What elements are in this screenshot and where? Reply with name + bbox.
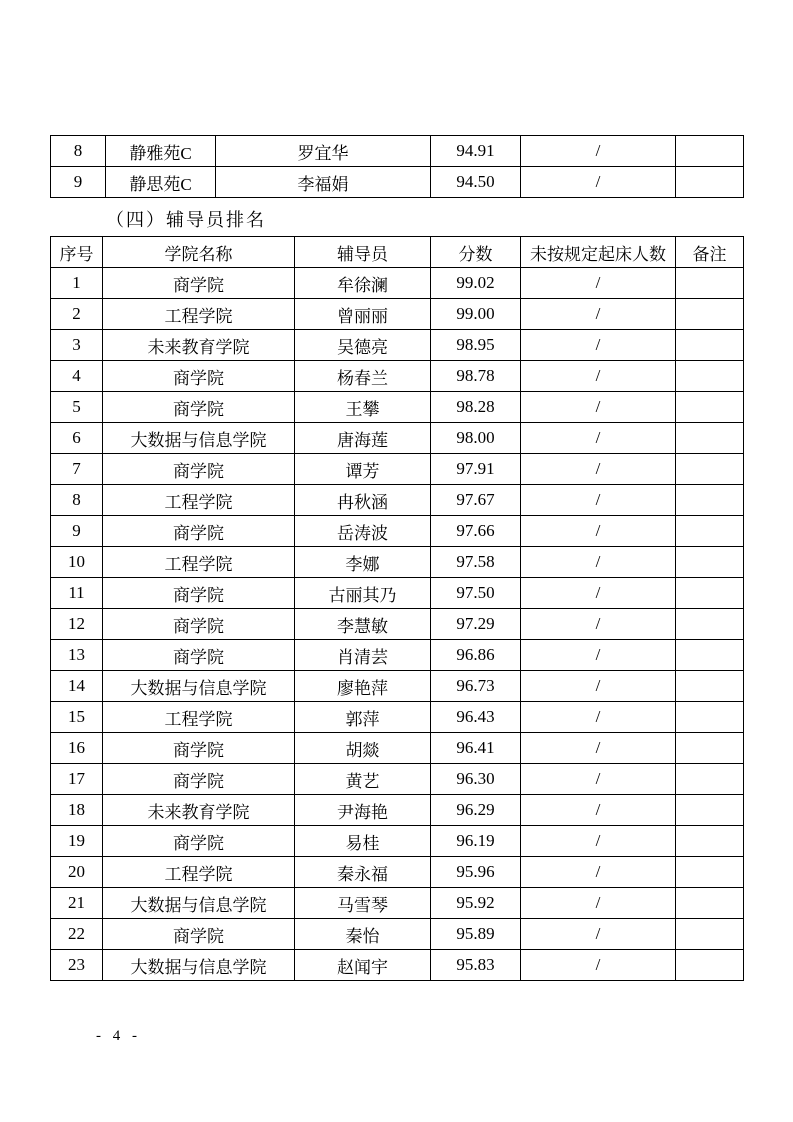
table-row bbox=[51, 857, 744, 888]
cell-note bbox=[676, 671, 744, 702]
cell-counselor: 冉秋涵 bbox=[295, 485, 431, 516]
table-row bbox=[51, 485, 744, 516]
cell-counselor: 古丽其乃 bbox=[295, 578, 431, 609]
header-note: 备注 bbox=[676, 237, 744, 268]
cell-count: / bbox=[521, 330, 676, 361]
cell-count: / bbox=[521, 361, 676, 392]
cell-person: 李福娟 bbox=[216, 167, 431, 198]
cell-count: / bbox=[521, 268, 676, 299]
table-row bbox=[51, 167, 744, 198]
cell-counselor: 尹海艳 bbox=[295, 795, 431, 826]
cell-score: 98.28 bbox=[431, 392, 521, 423]
cell-index: 8 bbox=[51, 136, 106, 167]
cell-college: 大数据与信息学院 bbox=[103, 950, 295, 981]
cell-score: 97.66 bbox=[431, 516, 521, 547]
cell-index: 5 bbox=[51, 392, 103, 423]
cell-note bbox=[676, 733, 744, 764]
table-row bbox=[51, 516, 744, 547]
cell-index: 4 bbox=[51, 361, 103, 392]
table-row bbox=[51, 299, 744, 330]
cell-note bbox=[676, 516, 744, 547]
cell-score: 96.29 bbox=[431, 795, 521, 826]
cell-score: 97.58 bbox=[431, 547, 521, 578]
cell-college: 商学院 bbox=[103, 361, 295, 392]
cell-count: / bbox=[521, 167, 676, 198]
cell-score: 96.43 bbox=[431, 702, 521, 733]
cell-count: / bbox=[521, 888, 676, 919]
main-table-body bbox=[51, 268, 744, 981]
cell-counselor: 易桂 bbox=[295, 826, 431, 857]
cell-counselor: 马雪琴 bbox=[295, 888, 431, 919]
counselor-ranking-table bbox=[50, 236, 744, 981]
cell-index: 6 bbox=[51, 423, 103, 454]
cell-count: / bbox=[521, 299, 676, 330]
cell-score: 96.19 bbox=[431, 826, 521, 857]
cell-score: 98.95 bbox=[431, 330, 521, 361]
table-header-row bbox=[51, 237, 744, 268]
cell-college: 商学院 bbox=[103, 516, 295, 547]
cell-college: 商学院 bbox=[103, 764, 295, 795]
table-row bbox=[51, 330, 744, 361]
cell-score: 95.96 bbox=[431, 857, 521, 888]
cell-score: 94.50 bbox=[431, 167, 521, 198]
table-row bbox=[51, 950, 744, 981]
cell-score: 98.00 bbox=[431, 423, 521, 454]
table-row bbox=[51, 136, 744, 167]
cell-note bbox=[676, 795, 744, 826]
cell-count: / bbox=[521, 950, 676, 981]
cell-counselor: 唐海莲 bbox=[295, 423, 431, 454]
cell-count: / bbox=[521, 485, 676, 516]
table-row bbox=[51, 733, 744, 764]
cell-note bbox=[676, 547, 744, 578]
cell-counselor: 李娜 bbox=[295, 547, 431, 578]
cell-note bbox=[676, 919, 744, 950]
cell-score: 98.78 bbox=[431, 361, 521, 392]
cell-index: 7 bbox=[51, 454, 103, 485]
cell-college: 未来教育学院 bbox=[103, 330, 295, 361]
cell-score: 96.86 bbox=[431, 640, 521, 671]
cell-note bbox=[676, 392, 744, 423]
cell-index: 19 bbox=[51, 826, 103, 857]
table-row bbox=[51, 640, 744, 671]
cell-counselor: 赵闻宇 bbox=[295, 950, 431, 981]
cell-college: 大数据与信息学院 bbox=[103, 888, 295, 919]
cell-college: 大数据与信息学院 bbox=[103, 423, 295, 454]
cell-score: 97.50 bbox=[431, 578, 521, 609]
cell-note bbox=[676, 330, 744, 361]
cell-counselor: 牟徐澜 bbox=[295, 268, 431, 299]
table-row bbox=[51, 888, 744, 919]
cell-index: 11 bbox=[51, 578, 103, 609]
cell-score: 99.02 bbox=[431, 268, 521, 299]
cell-index: 13 bbox=[51, 640, 103, 671]
cell-college: 商学院 bbox=[103, 454, 295, 485]
cell-index: 9 bbox=[51, 516, 103, 547]
table-row bbox=[51, 454, 744, 485]
table-row bbox=[51, 702, 744, 733]
section-heading: （四）辅导员排名 bbox=[106, 210, 266, 230]
cell-count: / bbox=[521, 919, 676, 950]
cell-note bbox=[676, 268, 744, 299]
cell-college: 未来教育学院 bbox=[103, 795, 295, 826]
cell-index: 21 bbox=[51, 888, 103, 919]
page-number: - 4 - bbox=[96, 1028, 141, 1044]
cell-college: 商学院 bbox=[103, 392, 295, 423]
cell-counselor: 黄艺 bbox=[295, 764, 431, 795]
cell-score: 97.29 bbox=[431, 609, 521, 640]
cell-note bbox=[676, 299, 744, 330]
cell-person: 罗宜华 bbox=[216, 136, 431, 167]
cell-index: 10 bbox=[51, 547, 103, 578]
cell-counselor: 谭芳 bbox=[295, 454, 431, 485]
cell-counselor: 杨春兰 bbox=[295, 361, 431, 392]
cell-note bbox=[676, 485, 744, 516]
header-college: 学院名称 bbox=[103, 237, 295, 268]
cell-note bbox=[676, 454, 744, 485]
table-row bbox=[51, 423, 744, 454]
cell-index: 17 bbox=[51, 764, 103, 795]
cell-count: / bbox=[521, 640, 676, 671]
cell-counselor: 吴德亮 bbox=[295, 330, 431, 361]
cell-score: 94.91 bbox=[431, 136, 521, 167]
cell-note bbox=[676, 826, 744, 857]
cell-count: / bbox=[521, 671, 676, 702]
cell-index: 9 bbox=[51, 167, 106, 198]
cell-index: 18 bbox=[51, 795, 103, 826]
cell-name: 静思苑C bbox=[106, 167, 216, 198]
cell-counselor: 秦怡 bbox=[295, 919, 431, 950]
cell-note bbox=[676, 167, 744, 198]
cell-count: / bbox=[521, 764, 676, 795]
cell-college: 工程学院 bbox=[103, 857, 295, 888]
cell-index: 22 bbox=[51, 919, 103, 950]
header-count: 未按规定起床人数 bbox=[521, 237, 676, 268]
cell-college: 工程学院 bbox=[103, 485, 295, 516]
cell-note bbox=[676, 423, 744, 454]
cell-index: 2 bbox=[51, 299, 103, 330]
cell-index: 15 bbox=[51, 702, 103, 733]
cell-college: 工程学院 bbox=[103, 702, 295, 733]
cell-counselor: 肖清芸 bbox=[295, 640, 431, 671]
table-row bbox=[51, 268, 744, 299]
cell-count: / bbox=[521, 516, 676, 547]
cell-note bbox=[676, 136, 744, 167]
cell-note bbox=[676, 702, 744, 733]
table-row bbox=[51, 671, 744, 702]
cell-note bbox=[676, 888, 744, 919]
header-counselor: 辅导员 bbox=[295, 237, 431, 268]
cell-score: 96.30 bbox=[431, 764, 521, 795]
cell-index: 14 bbox=[51, 671, 103, 702]
table-row bbox=[51, 826, 744, 857]
cell-index: 3 bbox=[51, 330, 103, 361]
header-index: 序号 bbox=[51, 237, 103, 268]
cell-college: 商学院 bbox=[103, 640, 295, 671]
cell-college: 商学院 bbox=[103, 826, 295, 857]
cell-count: / bbox=[521, 547, 676, 578]
cell-index: 20 bbox=[51, 857, 103, 888]
cell-note bbox=[676, 578, 744, 609]
cell-counselor: 秦永福 bbox=[295, 857, 431, 888]
cell-count: / bbox=[521, 423, 676, 454]
cell-college: 商学院 bbox=[103, 609, 295, 640]
cell-count: / bbox=[521, 578, 676, 609]
cell-note bbox=[676, 950, 744, 981]
cell-college: 商学院 bbox=[103, 919, 295, 950]
cell-name: 静雅苑C bbox=[106, 136, 216, 167]
cell-count: / bbox=[521, 857, 676, 888]
cell-counselor: 曾丽丽 bbox=[295, 299, 431, 330]
cell-college: 工程学院 bbox=[103, 299, 295, 330]
cell-count: / bbox=[521, 136, 676, 167]
cell-note bbox=[676, 609, 744, 640]
cell-note bbox=[676, 764, 744, 795]
cell-college: 商学院 bbox=[103, 733, 295, 764]
cell-note bbox=[676, 857, 744, 888]
cell-counselor: 岳涛波 bbox=[295, 516, 431, 547]
cell-college: 商学院 bbox=[103, 268, 295, 299]
cell-score: 96.41 bbox=[431, 733, 521, 764]
cell-score: 96.73 bbox=[431, 671, 521, 702]
cell-counselor: 胡燚 bbox=[295, 733, 431, 764]
cell-count: / bbox=[521, 733, 676, 764]
cell-index: 8 bbox=[51, 485, 103, 516]
cell-count: / bbox=[521, 795, 676, 826]
cell-college: 大数据与信息学院 bbox=[103, 671, 295, 702]
cell-counselor: 郭萍 bbox=[295, 702, 431, 733]
cell-index: 16 bbox=[51, 733, 103, 764]
cell-count: / bbox=[521, 392, 676, 423]
table-row bbox=[51, 764, 744, 795]
table-row bbox=[51, 392, 744, 423]
top-table-body bbox=[51, 136, 744, 198]
cell-index: 12 bbox=[51, 609, 103, 640]
cell-score: 95.89 bbox=[431, 919, 521, 950]
table-row bbox=[51, 361, 744, 392]
cell-count: / bbox=[521, 609, 676, 640]
cell-counselor: 李慧敏 bbox=[295, 609, 431, 640]
cell-counselor: 廖艳萍 bbox=[295, 671, 431, 702]
table-row bbox=[51, 547, 744, 578]
dormitory-ranking-table-continued bbox=[50, 135, 744, 198]
cell-college: 商学院 bbox=[103, 578, 295, 609]
table-row bbox=[51, 609, 744, 640]
cell-score: 97.91 bbox=[431, 454, 521, 485]
cell-index: 23 bbox=[51, 950, 103, 981]
table-row bbox=[51, 919, 744, 950]
cell-note bbox=[676, 361, 744, 392]
table-row bbox=[51, 795, 744, 826]
cell-college: 工程学院 bbox=[103, 547, 295, 578]
header-score: 分数 bbox=[431, 237, 521, 268]
cell-score: 97.67 bbox=[431, 485, 521, 516]
table-row bbox=[51, 578, 744, 609]
cell-count: / bbox=[521, 702, 676, 733]
cell-score: 99.00 bbox=[431, 299, 521, 330]
cell-note bbox=[676, 640, 744, 671]
cell-count: / bbox=[521, 454, 676, 485]
cell-score: 95.83 bbox=[431, 950, 521, 981]
cell-score: 95.92 bbox=[431, 888, 521, 919]
cell-count: / bbox=[521, 826, 676, 857]
cell-counselor: 王攀 bbox=[295, 392, 431, 423]
cell-index: 1 bbox=[51, 268, 103, 299]
